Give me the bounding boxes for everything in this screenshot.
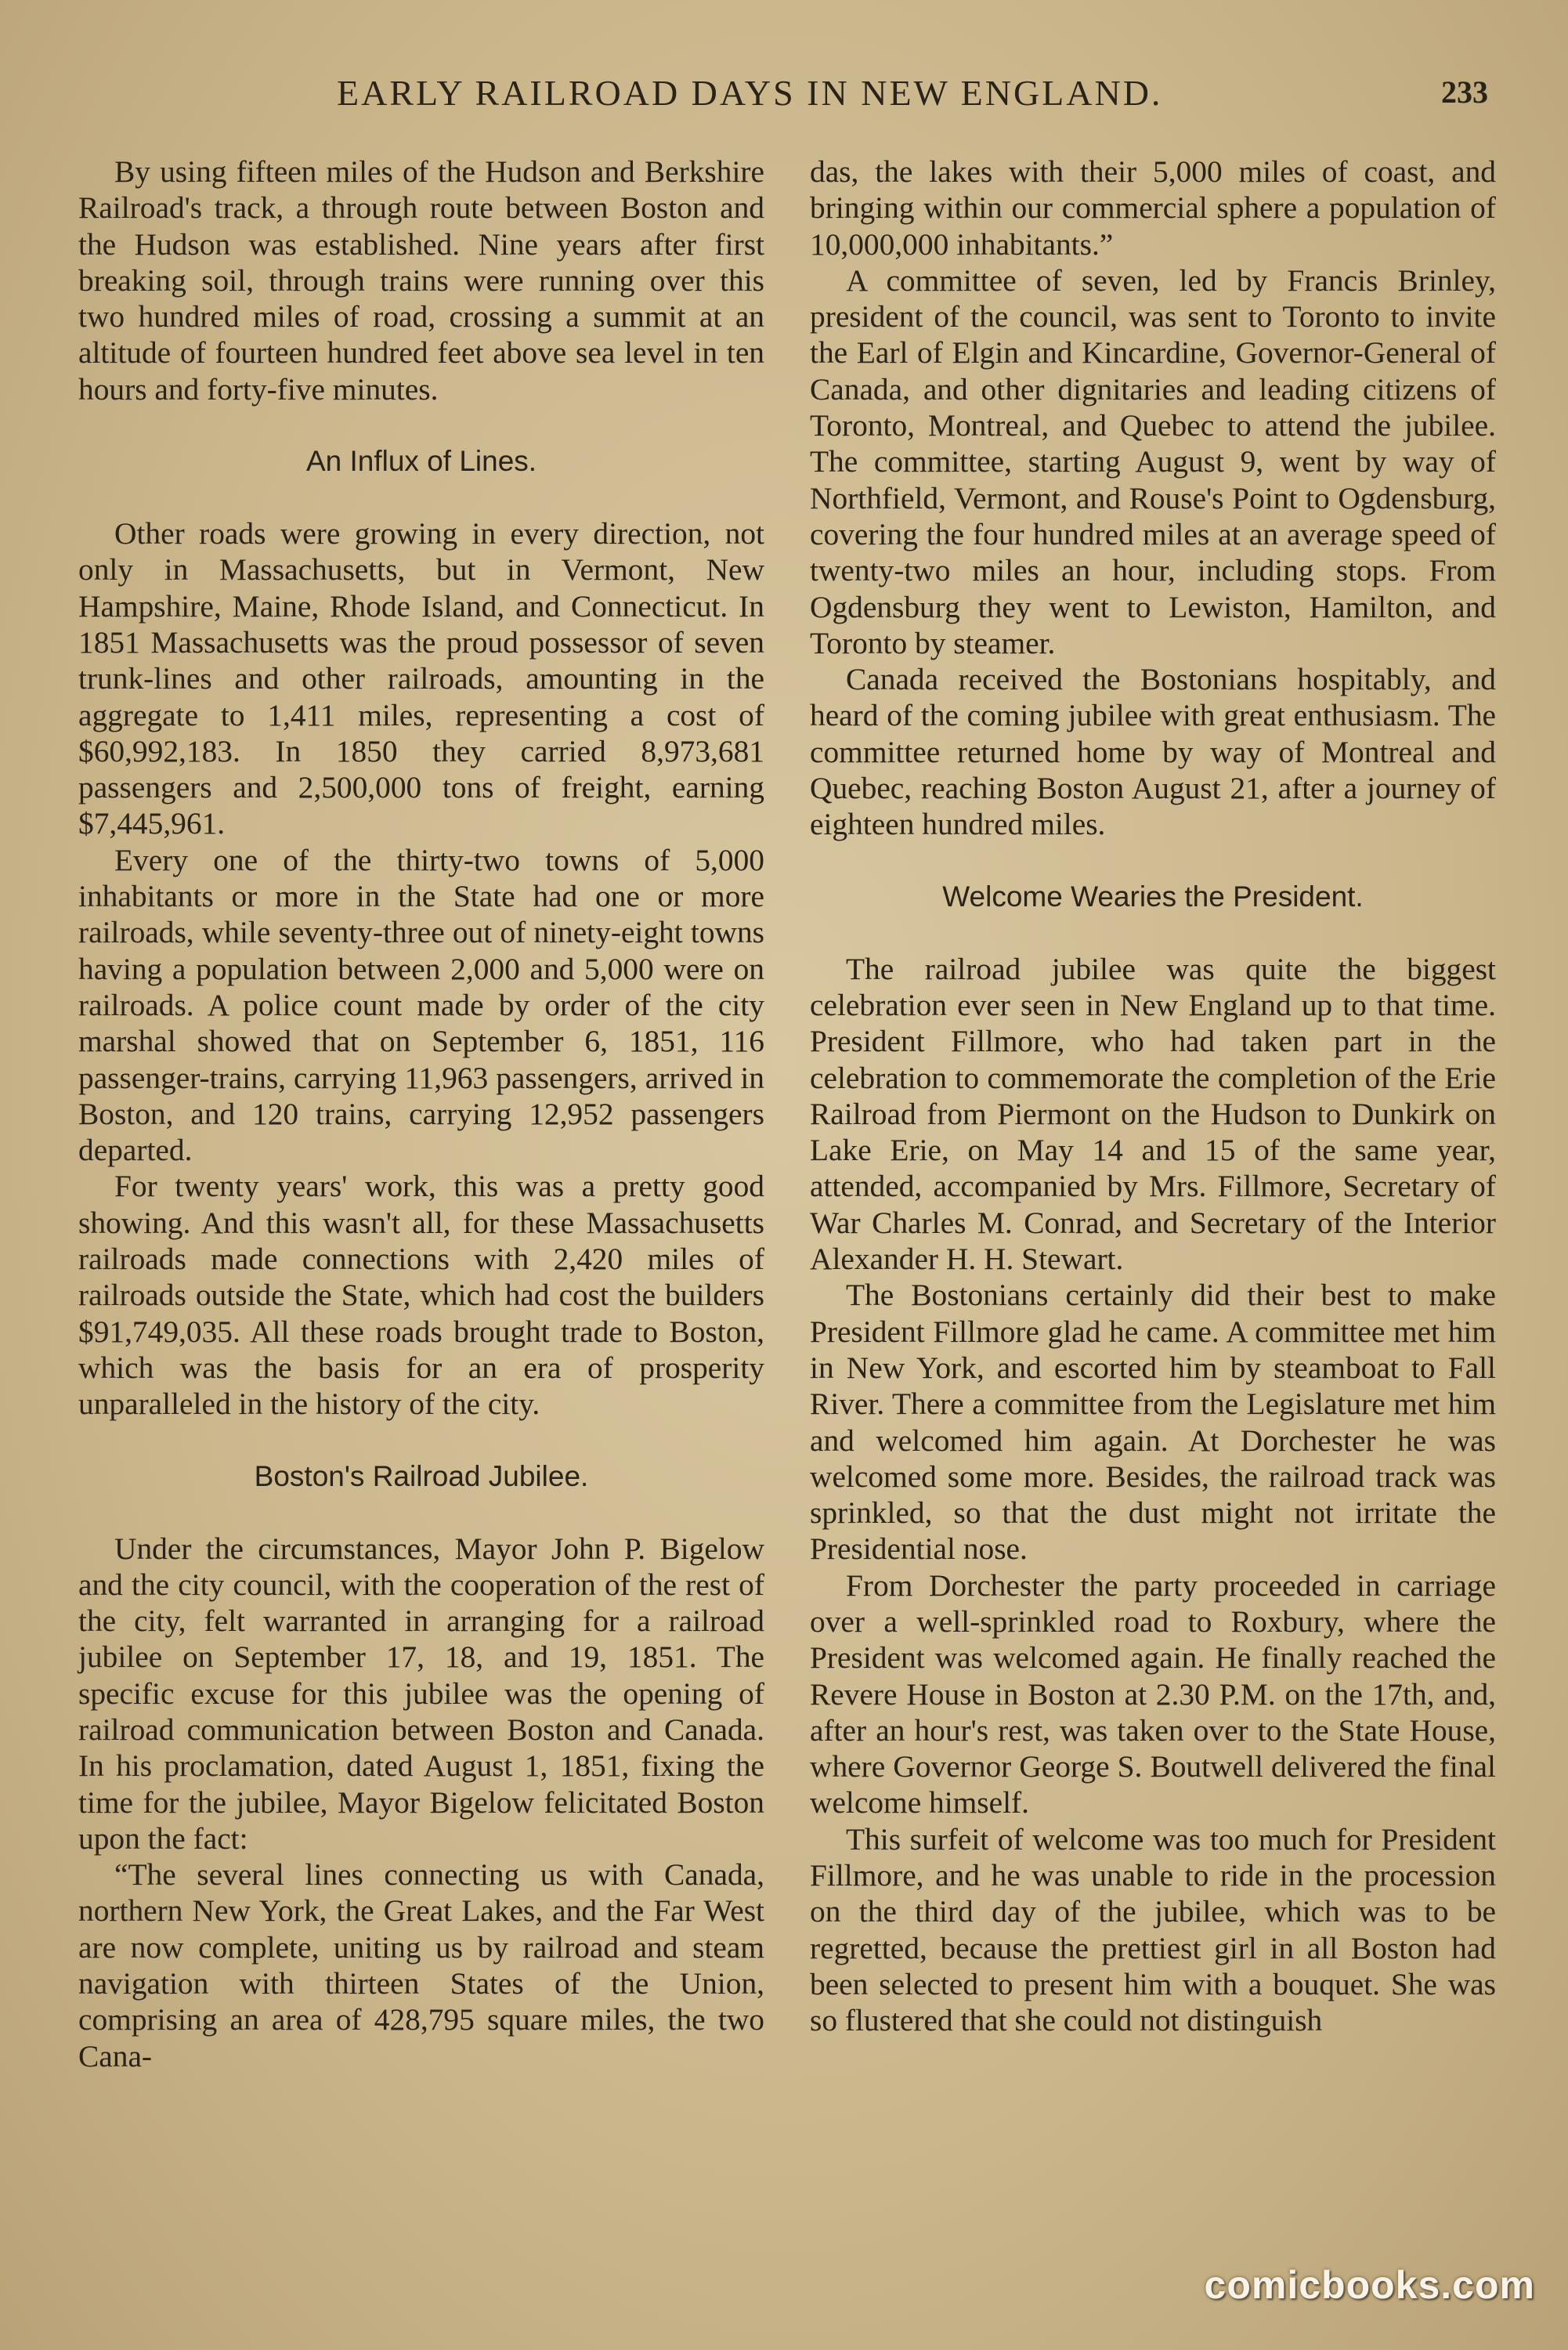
- paragraph: A committee of seven, led by Francis Brinley, president of the council, was sent to Toronto to invite the Earl of Elgin and Kincardine, Governor-General of Canada, and other dignitaries and leading citizens of Toronto, Montreal, and Quebec to attend the jubilee. The committee, starting August 9, went by way of Northfield, Vermont, and Rouse's Point to Ogdensburg, covering the four hundred miles at an average speed of twenty-two miles an hour, including stops. From Ogdensburg they went to Lewiston, Hamilton, and Toronto by steamer.: [810, 262, 1496, 660]
- page-number: 233: [1441, 74, 1488, 110]
- paragraph: das, the lakes with their 5,000 miles of coast, and bringing within our commercial sphere a population of 10,000,000 inhabitants.”: [810, 154, 1496, 262]
- paragraph: From Dorchester the party proceeded in carriage over a well-sprinkled road to Roxbury, where the President was welcomed again. He finally reached the Revere House in Boston at 2.30 P.M. on the 17th, and, after an hour's rest, was taken over to the State House, where Governor George S. Boutwell delivered the final welcome himself.: [810, 1567, 1496, 1820]
- paragraph: Other roads were growing in every direction, not only in Massachusetts, but in Vermont, New Hampshire, Maine, Rhode Island, and Connecticut. In 1851 Massachusetts was the proud possessor of seven trunk-lines and other railroads, amounting in the aggregate to 1,411 miles, representing a cost of $60,992,183. In 1850 they carried 8,973,681 passengers and 2,500,000 tons of freight, earning $7,445,961.: [78, 516, 764, 841]
- paragraph: Every one of the thirty-two towns of 5,000 inhabitants or more in the State had one or more railroads, while seventy-three out of ninety-eight towns having a population between 2,000 and 5,000 were on railroads. A police count made by order of the city marshal showed that on September 6, 1851, 116 passenger-trains, carrying 11,963 passengers, arrived in Boston, and 120 trains, carrying 12,952 passengers departed.: [78, 842, 764, 1168]
- quote-paragraph: “The several lines connecting us with Canada, northern New York, the Great Lakes, and the Far West are now complete, uniting us by railroad and steam navigation with thirteen States of the Union, comprising an area of 428,795 square miles, the two Cana-: [78, 1857, 764, 2073]
- paragraph: This surfeit of welcome was too much for President Fillmore, and he was unable to ride in the procession on the third day of the jubilee, which was to be regretted, because the prettiest girl in all Boston had been selected to present him with a bouquet. She was so flustered that she could not distinguish: [810, 1821, 1496, 2038]
- running-title: EARLY RAILROAD DAYS IN NEW ENGLAND.: [337, 73, 1163, 113]
- section-heading: An Influx of Lines.: [305, 445, 537, 478]
- paragraph: For twenty years' work, this was a pretty good showing. And this wasn't all, for these Massachusetts railroads made connections with 2,420 miles of railroads outside the State, which had cost the builders $91,749,035. All these roads brought trade to Boston, which was the basis for an era of prosperity unparalleled in the history of the city.: [78, 1169, 764, 1422]
- page-header: [78, 72, 1504, 127]
- watermark-logo: comicbooks.com: [1204, 2263, 1535, 2307]
- section-heading: Welcome Wearies the President.: [942, 880, 1364, 913]
- paragraph: The railroad jubilee was quite the biggest celebration ever seen in New England up to that time. President Fillmore, who had taken part in the celebration to commemorate the completion of the Erie Railroad from Piermont on the Hudson to Dunkirk on Lake Erie, on May 14 and 15 of the same year, attended, accompanied by Mrs. Fillmore, Secretary of War Charles M. Conrad, and Secretary of the Interior Alexander H. H. Stewart.: [810, 951, 1496, 1277]
- right-column: [810, 154, 1496, 2039]
- section-heading: Boston's Railroad Jubilee.: [254, 1459, 589, 1492]
- paragraph: Under the circumstances, Mayor John P. Bigelow and the city council, with the cooperation of the rest of the city, felt warranted in arranging for a railroad jubilee on September 17, 18, and 19, 1851. The specific excuse for this jubilee was the opening of railroad communication between Boston and Canada. In his proclamation, dated August 1, 1851, fixing the time for the jubilee, Mayor Bigelow felicitated Boston upon the fact:: [78, 1531, 764, 1856]
- paragraph: By using fifteen miles of the Hudson and Berkshire Railroad's track, a through route between Boston and the Hudson was established. Nine years after first breaking soil, through trains were running over this two hundred miles of road, crossing a summit at an altitude of fourteen hundred feet above sea level in ten hours and forty-five minutes.: [78, 154, 764, 407]
- left-column: [78, 154, 764, 2074]
- paragraph: The Bostonians certainly did their best to make President Fillmore glad he came. A committee met him in New York, and escorted him by steamboat to Fall River. There a committee from the Legislature met him and welcomed him again. At Dorchester he was welcomed some more. Besides, the railroad track was sprinkled, so that the dust might not irritate the Presidential nose.: [810, 1278, 1496, 1567]
- paragraph: Canada received the Bostonians hospitably, and heard of the coming jubilee with great enthusiasm. The committee returned home by way of Montreal and Quebec, reaching Boston August 21, after a journey of eighteen hundred miles.: [810, 662, 1496, 842]
